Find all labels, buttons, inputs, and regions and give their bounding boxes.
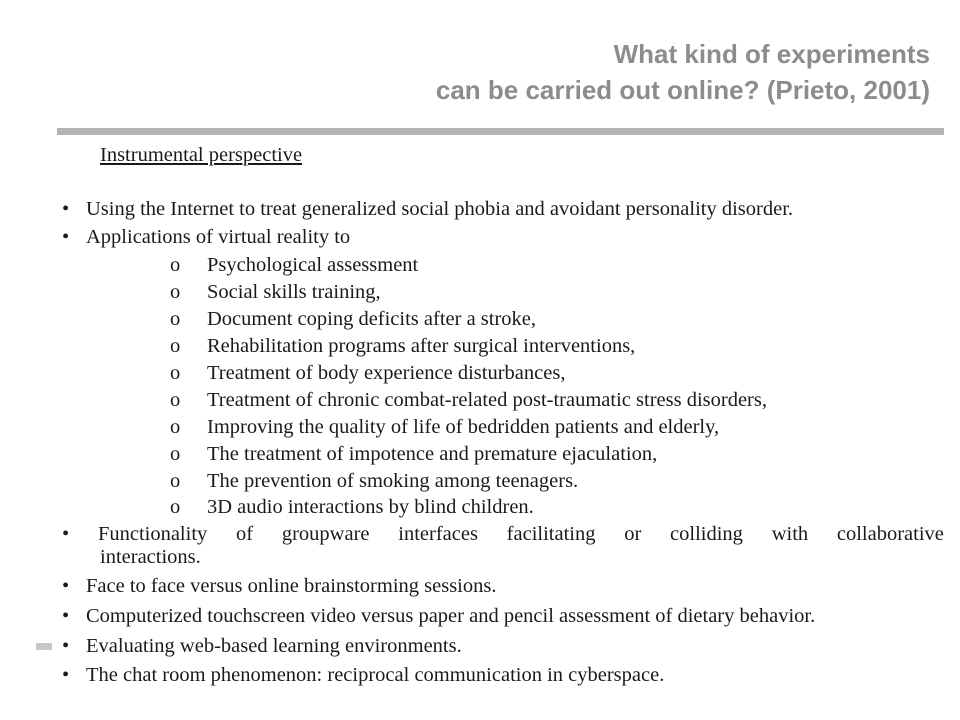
sub-list-item (170, 254, 418, 277)
sub-list-item-text: Social skills training, (207, 281, 381, 303)
list-item (62, 226, 350, 249)
list-item-word: groupware (281, 523, 370, 545)
bullet-icon: • (62, 664, 70, 686)
bullet-icon: • (62, 226, 70, 248)
sub-bullet-icon: o (170, 416, 181, 438)
bullet-icon: • (62, 605, 70, 627)
bullet-icon: • (62, 635, 70, 657)
list-item-word: collaborative (836, 523, 944, 545)
sub-list-item (170, 335, 635, 358)
sub-list-item (170, 496, 534, 519)
sub-list-item-text: Rehabilitation programs after surgical interventions, (207, 335, 636, 357)
sub-bullet-icon: o (170, 335, 181, 357)
sub-bullet-icon: o (170, 496, 181, 518)
list-item-word: of (236, 523, 254, 545)
sub-list-item (170, 281, 381, 304)
list-item-functionality (62, 523, 944, 569)
sub-bullet-icon: o (170, 389, 181, 411)
slide-title-line-1: What kind of experiments (613, 39, 930, 69)
list-item-word: with (771, 523, 809, 545)
sub-list-item-text: Treatment of chronic combat-related post-traumatic stress disorders, (207, 389, 767, 411)
sub-list-item-text: Psychological assessment (207, 254, 419, 276)
sub-list-item-text: Document coping deficits after a stroke, (207, 308, 537, 330)
sub-list-item-text: The treatment of impotence and premature ejaculation, (207, 443, 658, 465)
sub-list-item (170, 470, 578, 493)
list-item-word: facilitating (506, 523, 596, 545)
sub-bullet-icon: o (170, 254, 181, 276)
list-item (62, 198, 793, 221)
list-item-word: colliding (670, 523, 743, 545)
sub-list-item-text: 3D audio interactions by blind children. (207, 496, 534, 518)
list-item-word: or (624, 523, 642, 545)
sub-bullet-icon: o (170, 281, 181, 303)
list-item-text: Applications of virtual reality to (86, 226, 351, 248)
bullet-icon: • (62, 198, 70, 220)
section-heading: Instrumental perspective (100, 144, 303, 166)
list-item (62, 605, 815, 628)
list-item (62, 575, 496, 598)
bullet-icon: • (62, 523, 70, 545)
sub-list-item (170, 308, 536, 331)
sub-bullet-icon: o (170, 443, 181, 465)
list-item (62, 635, 462, 658)
sub-list-item (170, 362, 565, 385)
list-item-continuation: interactions. (100, 546, 201, 568)
sub-bullet-icon: o (170, 308, 181, 330)
sub-bullet-icon: o (170, 362, 181, 384)
sub-list-item-text: Improving the quality of life of bedridden patients and elderly, (207, 416, 720, 438)
sub-list-item (170, 389, 767, 412)
sub-list-item (170, 443, 657, 466)
sub-list-item-text: The prevention of smoking among teenagers. (207, 470, 579, 492)
list-item-text: Face to face versus online brainstorming sessions. (86, 575, 497, 597)
list-item-word: Functionality (97, 523, 208, 545)
sub-list-item-text: Treatment of body experience disturbances, (207, 362, 566, 384)
list-item (62, 664, 664, 687)
sub-bullet-icon: o (170, 470, 181, 492)
list-item-word: interfaces (398, 523, 478, 545)
sub-list-item (170, 416, 719, 439)
list-item-text: The chat room phenomenon: reciprocal communication in cyberspace. (86, 664, 665, 686)
bullet-icon: • (62, 575, 70, 597)
list-item-text: Computerized touchscreen video versus paper and pencil assessment of dietary behavior. (86, 605, 816, 627)
list-item-text: Evaluating web-based learning environments. (86, 635, 462, 657)
slide-title-line-2: can be carried out online? (Prieto, 2001) (435, 75, 930, 105)
list-item-text: Using the Internet to treat generalized social phobia and avoidant personality disorder. (86, 198, 794, 220)
